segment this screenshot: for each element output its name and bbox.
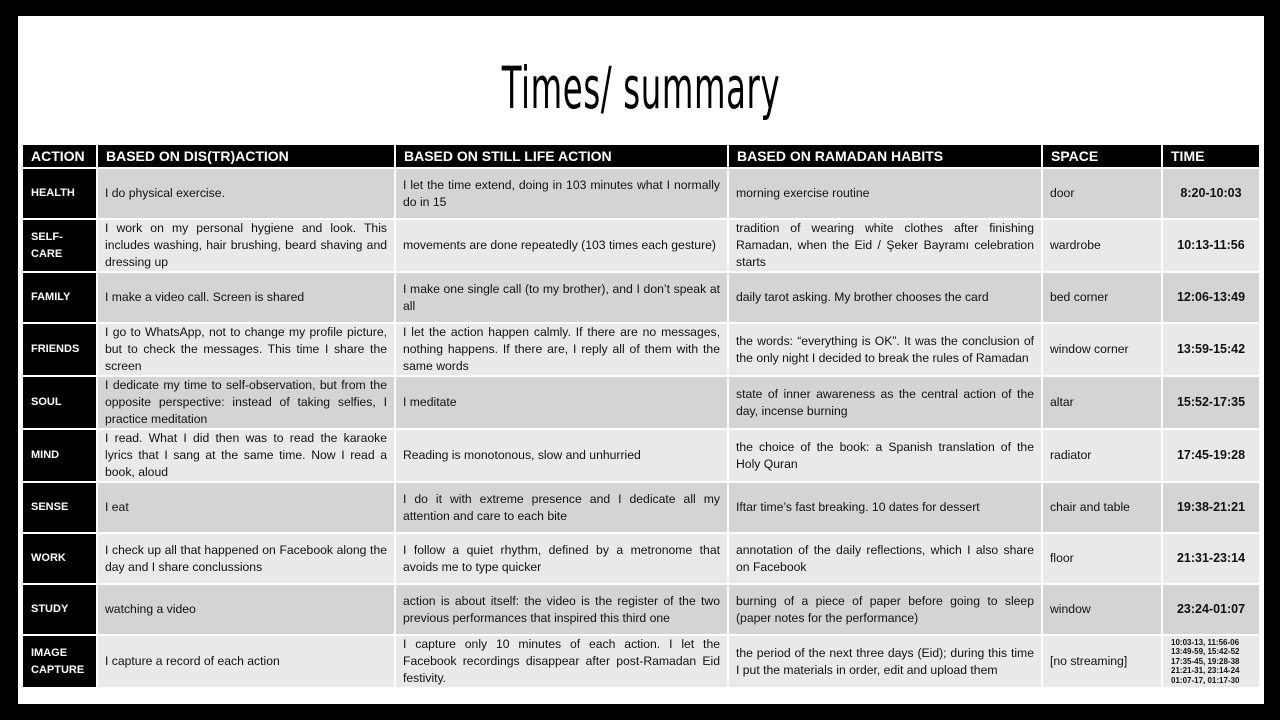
cell-still-life: I make one single call (to my brother), and I don’t speak at all	[396, 273, 727, 322]
table-row	[23, 324, 1259, 375]
cell-distraction: I do physical exercise.	[98, 169, 394, 218]
cell-space: bed corner	[1043, 273, 1161, 322]
table-row	[23, 169, 1259, 218]
row-action: FAMILY	[23, 273, 96, 322]
cell-distraction: I eat	[98, 483, 394, 532]
cell-time: 12:06-13:49	[1163, 273, 1259, 322]
cell-still-life: Reading is monotonous, slow and unhurried	[396, 430, 727, 481]
row-action: FRIENDS	[23, 324, 96, 375]
cell-still-life: action is about itself: the video is the register of the two previous performances that inspired this third one	[396, 585, 727, 634]
table-row	[23, 220, 1259, 271]
cell-space: window corner	[1043, 324, 1161, 375]
cell-time: 17:45-19:28	[1163, 430, 1259, 481]
cell-ramadan: the choice of the book: a Spanish translation of the Holy Quran	[729, 430, 1041, 481]
cell-distraction: I go to WhatsApp, not to change my profile picture, but to check the messages. This time I share the screen	[98, 324, 394, 375]
cell-ramadan: state of inner awareness as the central action of the day, incense burning	[729, 377, 1041, 428]
cell-ramadan: morning exercise routine	[729, 169, 1041, 218]
summary-table	[21, 143, 1261, 689]
header-still-life: BASED ON STILL LIFE ACTION	[396, 145, 727, 167]
table-header-row	[23, 145, 1259, 167]
cell-ramadan: tradition of wearing white clothes after finishing Ramadan, when the Eid / Şeker Bayramı celebration starts	[729, 220, 1041, 271]
cell-ramadan: the period of the next three days (Eid); during this time I put the materials in order, edit and upload them	[729, 636, 1041, 687]
cell-time: 13:59-15:42	[1163, 324, 1259, 375]
cell-ramadan: annotation of the daily reflections, which I also share on Facebook	[729, 534, 1041, 583]
table-row	[23, 534, 1259, 583]
cell-space: window	[1043, 585, 1161, 634]
table-row	[23, 430, 1259, 481]
cell-time: 10:13-11:56	[1163, 220, 1259, 271]
cell-distraction: I dedicate my time to self-observation, but from the opposite perspective: instead of taking selfies, I practice meditation	[98, 377, 394, 428]
cell-time: 19:38-21:21	[1163, 483, 1259, 532]
cell-space: altar	[1043, 377, 1161, 428]
cell-space: [no streaming]	[1043, 636, 1161, 687]
time-line: 10:03-13, 11:56-06	[1171, 637, 1240, 647]
cell-space: door	[1043, 169, 1161, 218]
slide	[18, 16, 1264, 704]
header-space: SPACE	[1043, 145, 1161, 167]
table-row	[23, 483, 1259, 532]
cell-ramadan: burning of a piece of paper before going to sleep (paper notes for the performance)	[729, 585, 1041, 634]
cell-ramadan: the words: “everything is OK”. It was the conclusion of the only night I decided to break the rules of Ramadan	[729, 324, 1041, 375]
cell-still-life: I capture only 10 minutes of each action. I let the Facebook recordings disappear after post-Ramadan Eid festivity.	[396, 636, 727, 687]
time-line: 21:21-31, 23:14-24	[1171, 666, 1240, 676]
cell-distraction: I make a video call. Screen is shared	[98, 273, 394, 322]
cell-time: 15:52-17:35	[1163, 377, 1259, 428]
cell-ramadan: daily tarot asking. My brother chooses the card	[729, 273, 1041, 322]
cell-ramadan: Iftar time’s fast breaking. 10 dates for dessert	[729, 483, 1041, 532]
time-line: 17:35-45, 19:28-38	[1171, 656, 1240, 666]
cell-distraction: I capture a record of each action	[98, 636, 394, 687]
cell-space: floor	[1043, 534, 1161, 583]
cell-still-life: I let the action happen calmly. If there are no messages, nothing happens. If there are, I reply all of them with the same words	[396, 324, 727, 375]
table-row	[23, 377, 1259, 428]
cell-still-life: I follow a quiet rhythm, defined by a metronome that avoids me to type quicker	[396, 534, 727, 583]
cell-distraction: I check up all that happened on Facebook along the day and I share conclussions	[98, 534, 394, 583]
row-action: HEALTH	[23, 169, 96, 218]
header-distraction: BASED ON DIS(TR)ACTION	[98, 145, 394, 167]
cell-distraction: I work on my personal hygiene and look. This includes washing, hair brushing, beard shaving and dressing up	[98, 220, 394, 271]
cell-still-life: I let the time extend, doing in 103 minutes what I normally do in 15	[396, 169, 727, 218]
row-action: WORK	[23, 534, 96, 583]
cell-still-life: I do it with extreme presence and I dedicate all my attention and care to each bite	[396, 483, 727, 532]
row-action: SOUL	[23, 377, 96, 428]
row-action: MIND	[23, 430, 96, 481]
cell-time: 23:24-01:07	[1163, 585, 1259, 634]
header-action: ACTION	[23, 145, 96, 167]
header-ramadan: BASED ON RAMADAN HABITS	[729, 145, 1041, 167]
cell-distraction: I read. What I did then was to read the karaoke lyrics that I sang at the same time. Now I read a book, aloud	[98, 430, 394, 481]
cell-space: chair and table	[1043, 483, 1161, 532]
row-action: STUDY	[23, 585, 96, 634]
row-action: SELF-CARE	[23, 220, 96, 271]
table-row	[23, 273, 1259, 322]
row-action: IMAGE CAPTURE	[23, 636, 96, 687]
cell-space: wardrobe	[1043, 220, 1161, 271]
table-row	[23, 636, 1259, 687]
table-row	[23, 585, 1259, 634]
cell-distraction: watching a video	[98, 585, 394, 634]
time-line: 01:07-17, 01:17-30	[1171, 675, 1240, 685]
cell-time-list	[1163, 636, 1259, 687]
time-line: 13:49-59, 15:42-52	[1171, 647, 1240, 657]
cell-still-life: movements are done repeatedly (103 times each gesture)	[396, 220, 727, 271]
cell-time: 8:20-10:03	[1163, 169, 1259, 218]
header-time: TIME	[1163, 145, 1259, 167]
page-title: Times/ summary	[501, 54, 781, 122]
row-action: SENSE	[23, 483, 96, 532]
cell-still-life: I meditate	[396, 377, 727, 428]
cell-space: radiator	[1043, 430, 1161, 481]
cell-time: 21:31-23:14	[1163, 534, 1259, 583]
